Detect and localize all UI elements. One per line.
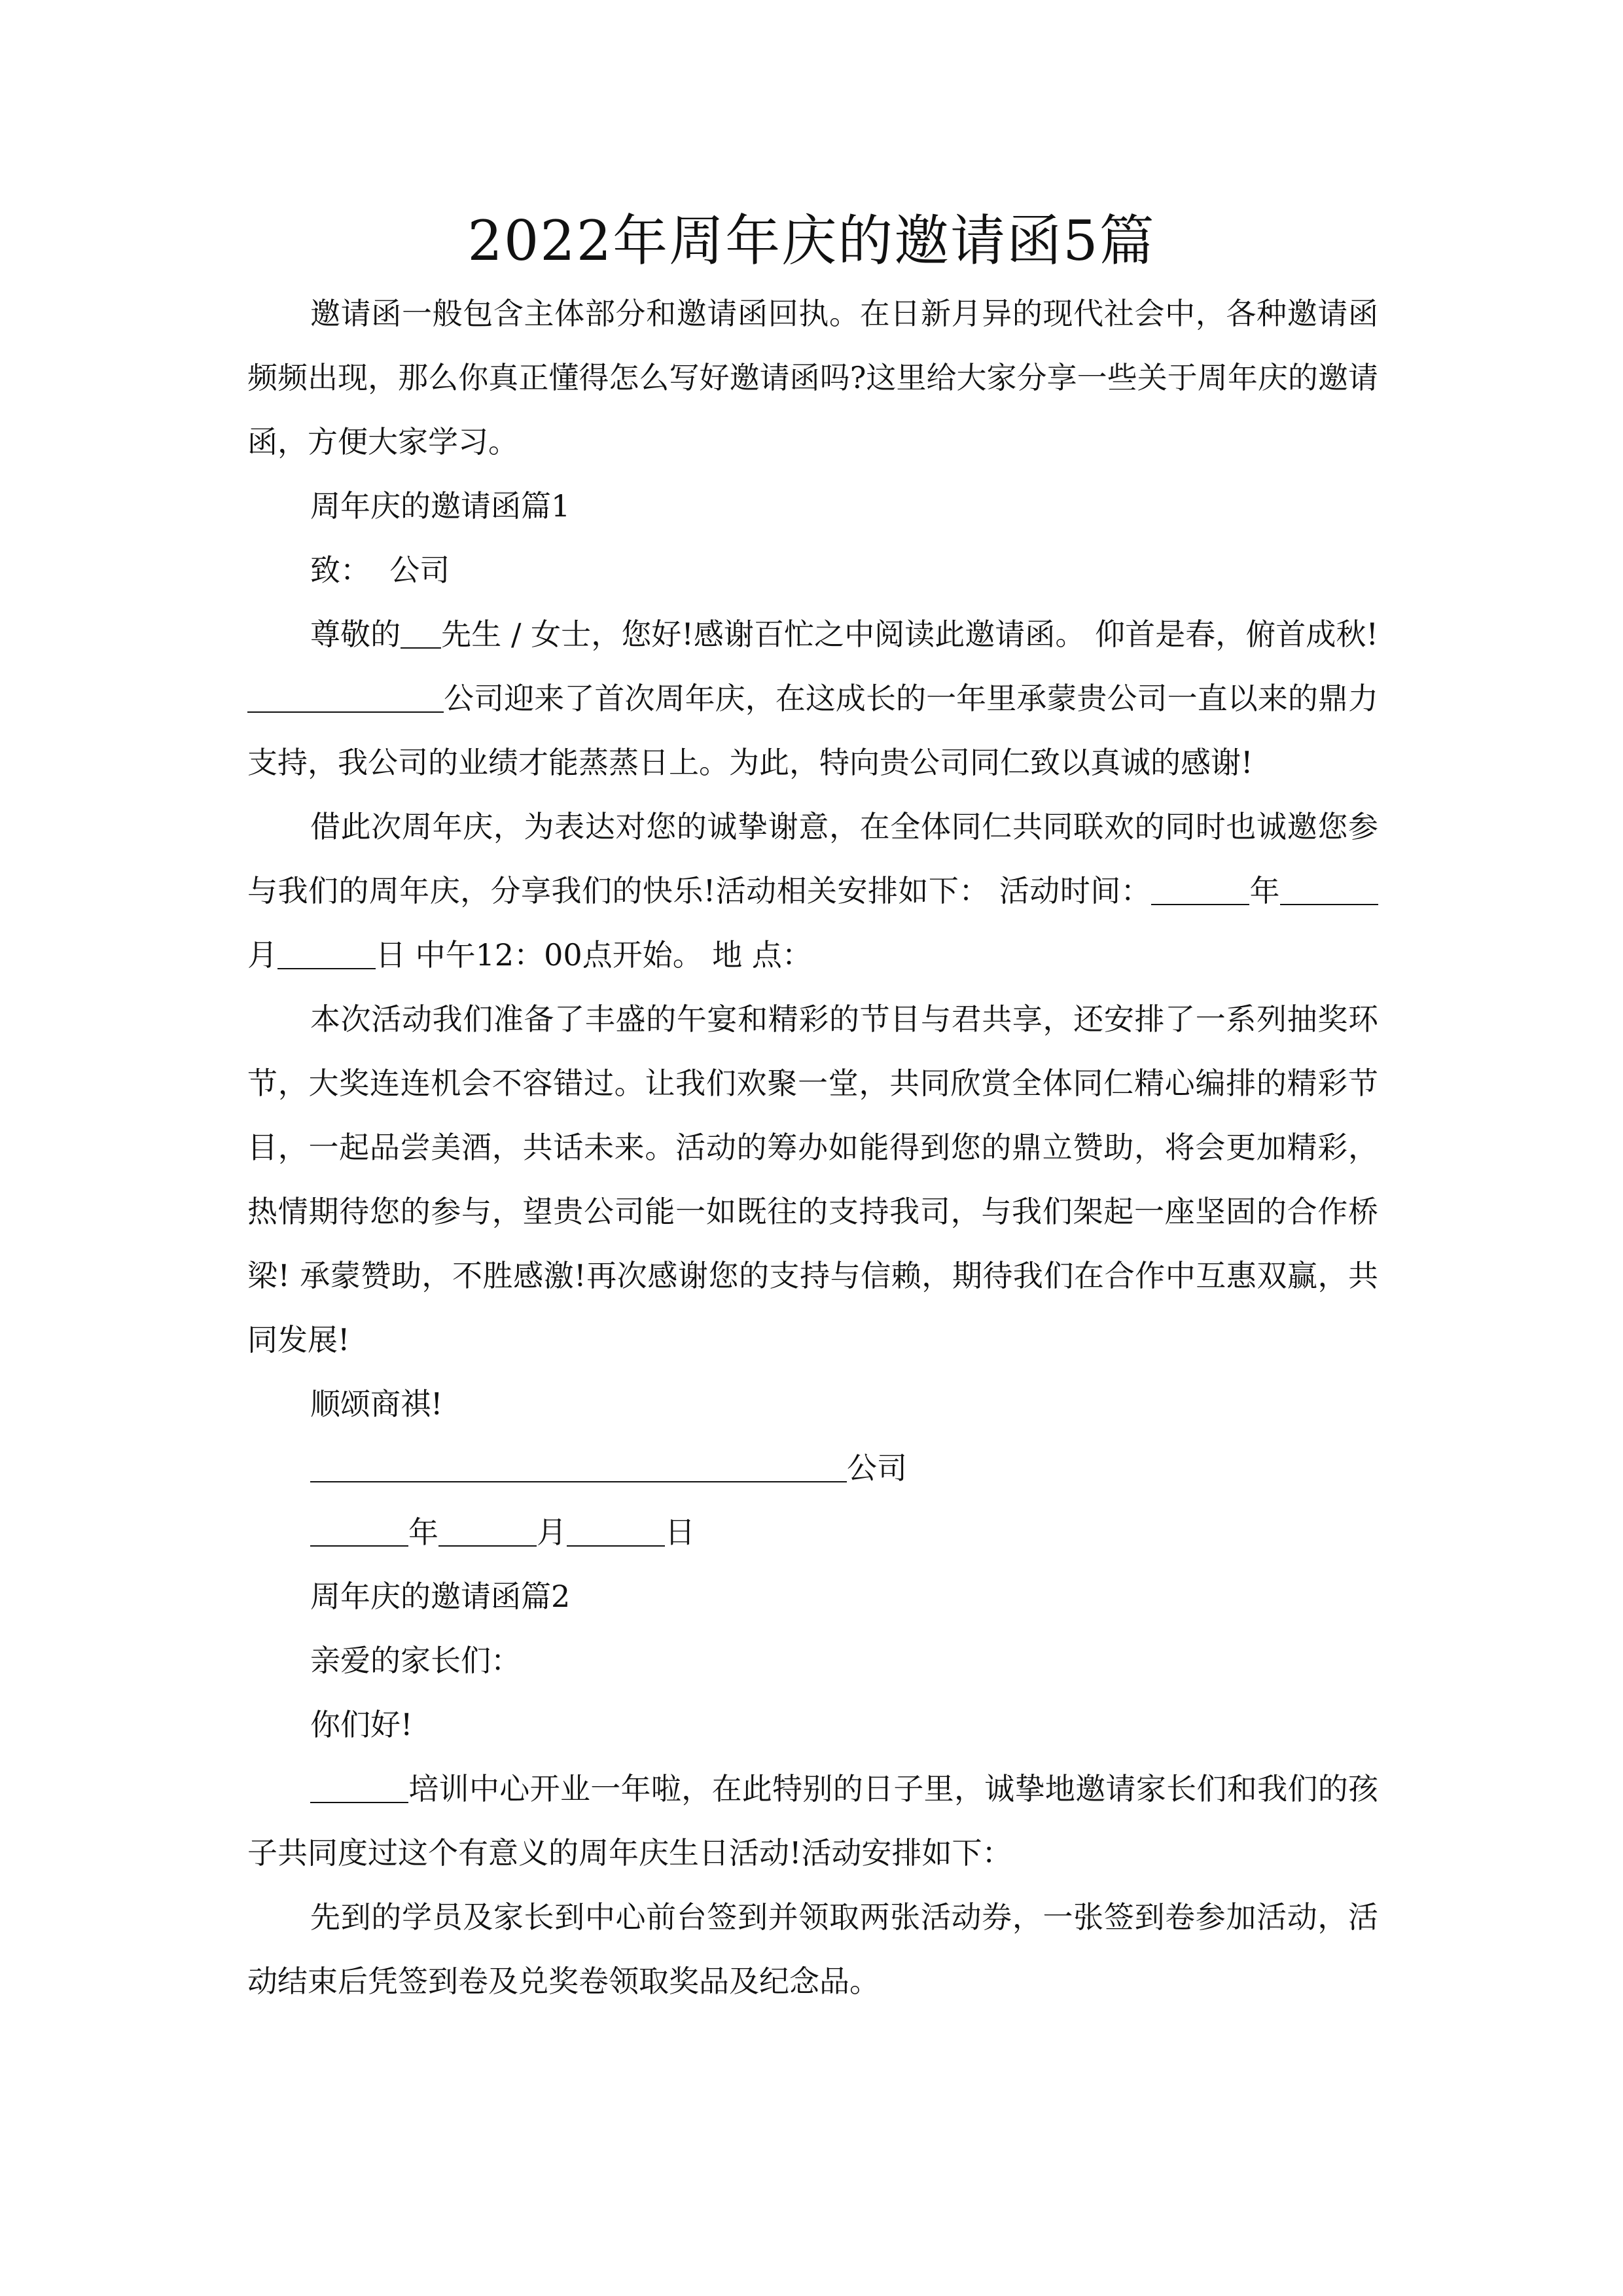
- letter2-paragraph-1: [247, 1757, 1378, 1885]
- day-blank: [277, 938, 376, 969]
- letter1-heading: 周年庆的邀请函篇1: [310, 488, 571, 524]
- letter1-p1-text-c: 公司迎来了首次周年庆，在这成长的一年里承蒙贵公司一直以来的鼎力支持，我公司的业绩才能蒸蒸日上。为此，特向贵公司同仁致以真诚的感谢!: [247, 681, 1378, 780]
- document-body: [247, 281, 1378, 2013]
- letter2-heading: 周年庆的邀请函篇2: [310, 1579, 571, 1614]
- letter1-date-day: 日: [665, 1515, 695, 1550]
- month-blank: [1280, 874, 1378, 905]
- company-blank: [247, 681, 444, 713]
- document-title: 2022年周年庆的邀请函5篇: [467, 209, 1156, 273]
- letter2-salutation: 亲爱的家长们：: [310, 1643, 521, 1678]
- name-blank: [401, 617, 441, 649]
- letter1-paragraph-2: [247, 795, 1378, 987]
- letter1-p1-text-a: 尊敬的: [310, 617, 401, 652]
- letter2-p1-text: 培训中心开业一年啦，在此特别的日子里，诚挚地邀请家长们和我们的孩子共同度过这个有意义的周年庆生日活动!活动安排如下：: [247, 1771, 1378, 1871]
- letter1-p1-text-b: 先生 / 女士，您好!感谢百忙之中阅读此邀请函。 仰首是春，俯首成秋!: [441, 617, 1378, 652]
- letter1-paragraph-3: 本次活动我们准备了丰盛的午宴和精彩的节目与君共享，还安排了一系列抽奖环节，大奖连连机会不容错过。让我们欢聚一堂，共同欣赏全体同仁精心编排的精彩节目，一起品尝美酒，共话未来。活动的筹办如能得到您的鼎立赞助，将会更加精彩，热情期待您的参与，望贵公司能一如既往的支持我司，与我们架起一座坚固的合作桥梁! 承蒙赞助，不胜感激!再次感谢您的支持与信赖，期待我们在合作中互惠双赢，共同发展!: [247, 1001, 1378, 1357]
- year-blank: [1151, 874, 1249, 905]
- date-month-blank: [438, 1515, 537, 1547]
- letter1-p2-month: 月: [247, 937, 277, 973]
- letter1-p2-day: 日 中午12：00点开始。 地 点：: [376, 937, 812, 973]
- letter1-signature: [247, 1436, 1378, 1500]
- letter1-date-month: 月: [537, 1515, 567, 1550]
- signature-blank: [310, 1451, 847, 1482]
- letter2-paragraph-2: 先到的学员及家长到中心前台签到并领取两张活动券，一张签到卷参加活动，活动结束后凭签到卷及兑奖卷领取奖品及纪念品。: [247, 1899, 1378, 1999]
- letter1-p2-text-a: 借此次周年庆，为表达对您的诚挚谢意，在全体同仁共同联欢的同时也诚邀您参与我们的周年庆，分享我们的快乐!活动相关安排如下： 活动时间：: [247, 809, 1378, 908]
- letter1-paragraph-1: [247, 602, 1378, 795]
- letter1-addressee: 致： 公司: [310, 552, 450, 588]
- center-name-blank: [310, 1772, 408, 1803]
- letter2-greeting: 你们好!: [310, 1707, 413, 1742]
- letter1-p2-year: 年: [1249, 873, 1281, 908]
- intro-paragraph: 邀请函一般包含主体部分和邀请函回执。在日新月异的现代社会中，各种邀请函频频出现，那么你真正懂得怎么写好邀请函吗?这里给大家分享一些关于周年庆的邀请函，方便大家学习。: [247, 296, 1378, 459]
- letter1-date: [247, 1500, 1378, 1564]
- date-year-blank: [310, 1515, 408, 1547]
- letter1-date-year: 年: [408, 1515, 438, 1550]
- date-day-blank: [567, 1515, 665, 1547]
- letter1-closing: 顺颂商祺!: [310, 1386, 443, 1422]
- letter1-sign-company: 公司: [847, 1450, 907, 1486]
